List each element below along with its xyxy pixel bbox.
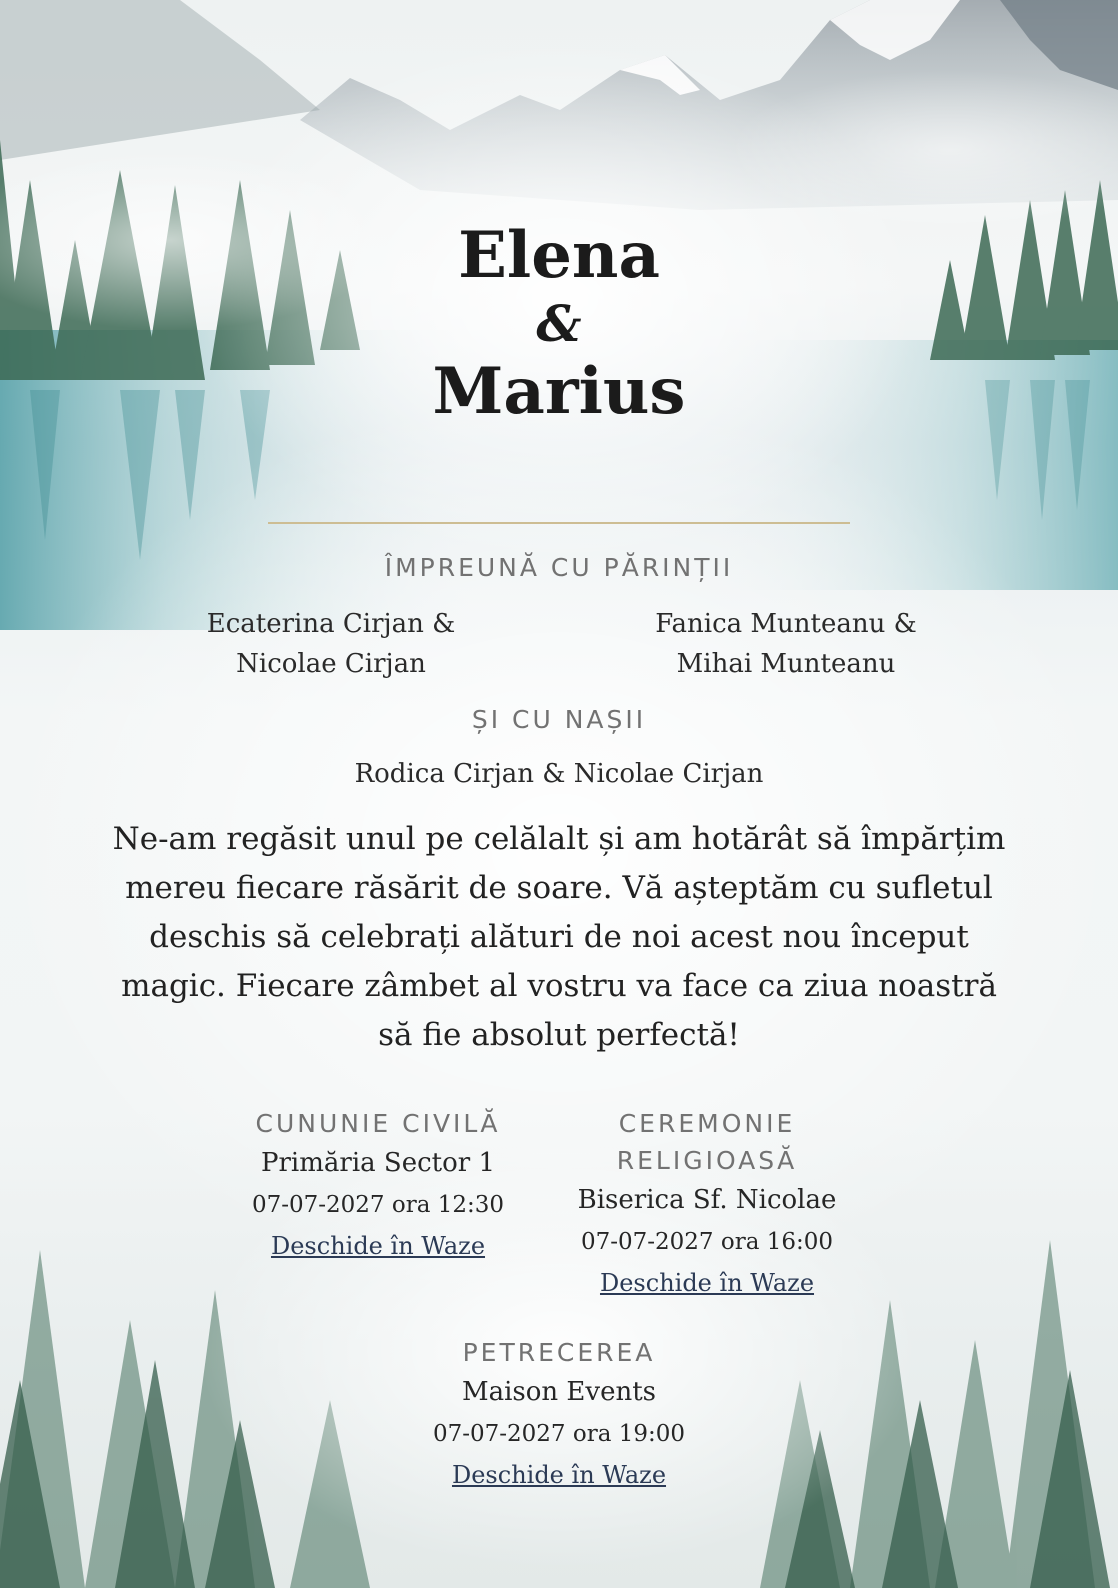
parents-left-line2: Nicolae Cirjan: [236, 649, 426, 679]
parents-left-line1: Ecaterina Cirjan &: [206, 609, 456, 639]
event-religious-datetime: 07-07-2027 ora 16:00: [580, 1229, 834, 1255]
parents-right-line1: Fanica Munteanu &: [655, 609, 917, 639]
godparents-names: Rodica Cirjan & Nicolae Cirjan: [354, 759, 764, 789]
parents-left: [181, 604, 481, 684]
event-religious-waze-link[interactable]: Deschide în Waze: [599, 1269, 815, 1297]
event-religious: [557, 1105, 857, 1303]
event-religious-title-line1: CEREMONIE: [618, 1109, 796, 1138]
bride-name: Elena: [458, 218, 660, 293]
event-party-place: Maison Events: [461, 1377, 657, 1407]
event-party: [359, 1334, 759, 1495]
divider: [268, 522, 850, 524]
event-party-title: PETRECEREA: [462, 1338, 656, 1367]
parents-heading: ÎMPREUNĂ CU PĂRINȚII: [384, 553, 734, 582]
event-civil-place: Primăria Sector 1: [261, 1148, 495, 1178]
groom-name: Marius: [432, 354, 686, 429]
event-party-waze-link[interactable]: Deschide în Waze: [451, 1461, 667, 1489]
parents-right-line2: Mihai Munteanu: [676, 649, 896, 679]
event-civil: [228, 1105, 528, 1266]
event-civil-title: CUNUNIE CIVILĂ: [255, 1109, 501, 1138]
godparents-heading: ȘI CU NAȘII: [471, 705, 647, 734]
event-party-datetime: 07-07-2027 ora 19:00: [432, 1421, 686, 1447]
event-civil-waze-link[interactable]: Deschide în Waze: [270, 1232, 486, 1260]
event-religious-place: Biserica Sf. Nicolae: [577, 1185, 837, 1215]
event-religious-title-line2: RELIGIOASĂ: [616, 1146, 798, 1175]
invitation-message: Ne-am regăsit unul pe celălalt și am hotărât să împărțim mereu fiecare răsărit de soare. Vă așteptăm cu sufletul deschis să celebrați alături de noi acest nou început magic. Fiecare zâmbet al vostru va face ca ziua noastră să fie absolut perfectă!: [112, 821, 1006, 1053]
parents-right: [626, 604, 946, 684]
couple-names: [0, 220, 1118, 430]
ampersand: &: [536, 294, 582, 353]
event-civil-datetime: 07-07-2027 ora 12:30: [251, 1192, 505, 1218]
